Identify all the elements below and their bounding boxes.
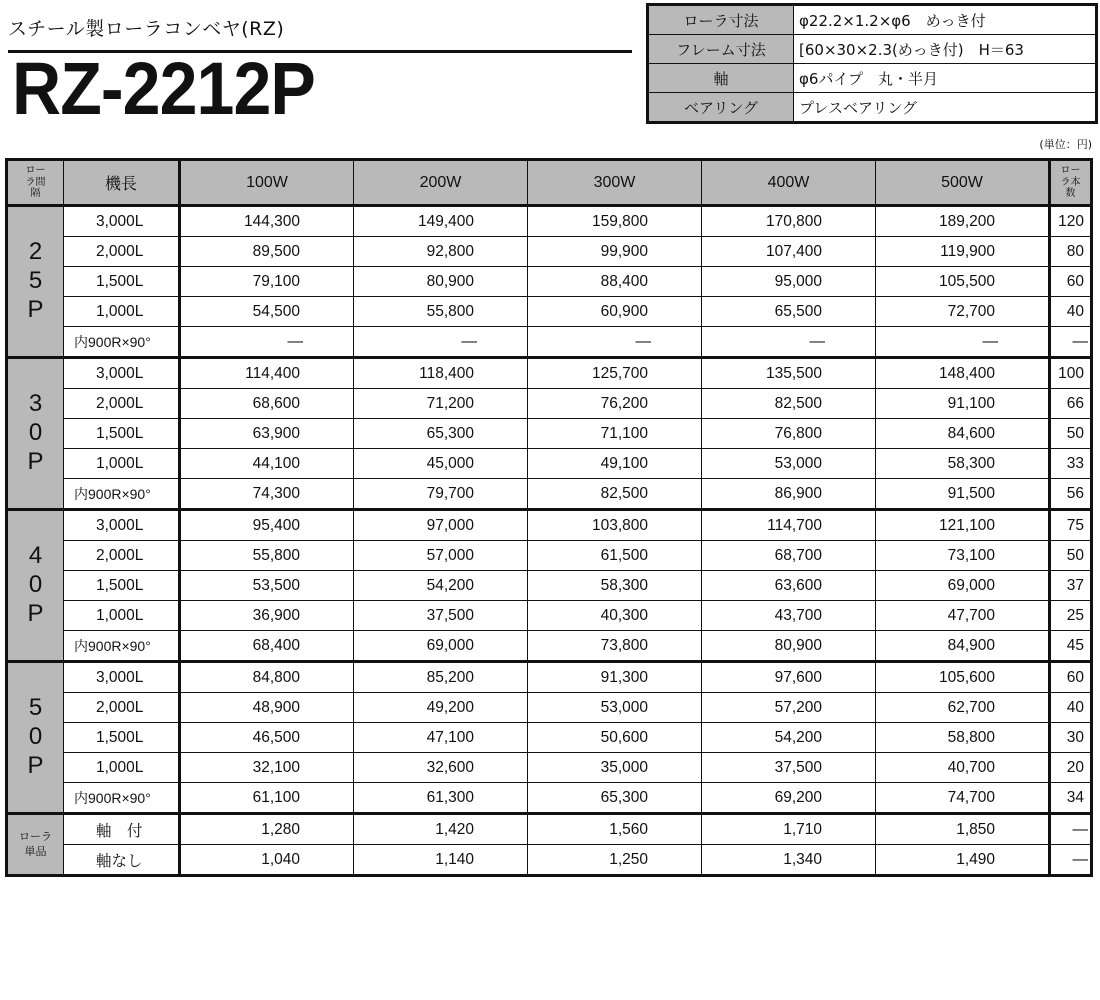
pitch-cell <box>7 358 64 510</box>
price-cell: 55,800 <box>180 541 354 571</box>
price-cell: — <box>528 327 702 358</box>
price-cell: 1,420 <box>354 814 528 845</box>
table-header-row <box>7 160 1092 206</box>
price-cell: 95,000 <box>702 267 876 297</box>
table-row <box>7 753 1092 783</box>
pitch-label: 50P <box>27 694 44 779</box>
price-cell: 1,280 <box>180 814 354 845</box>
roller-single-label: ローラ単品 <box>19 830 52 858</box>
length-cell: 3,000L <box>64 510 180 541</box>
price-cell: 53,000 <box>702 449 876 479</box>
price-cell: 40,700 <box>876 753 1050 783</box>
table-row <box>7 327 1092 358</box>
length-cell: 2,000L <box>64 541 180 571</box>
roller-type-cell: 軸 付 <box>64 814 180 845</box>
price-cell: 89,500 <box>180 237 354 267</box>
price-cell: 72,700 <box>876 297 1050 327</box>
price-cell: 1,340 <box>702 845 876 876</box>
spec-row <box>648 35 1097 64</box>
price-cell: 69,000 <box>354 631 528 662</box>
roller-count-cell: — <box>1050 327 1092 358</box>
pitch-group <box>7 206 1092 358</box>
price-cell: 80,900 <box>354 267 528 297</box>
price-cell: 105,600 <box>876 662 1050 693</box>
price-cell: 55,800 <box>354 297 528 327</box>
price-cell: 60,900 <box>528 297 702 327</box>
price-cell: 49,100 <box>528 449 702 479</box>
price-cell: 114,700 <box>702 510 876 541</box>
table-row <box>7 358 1092 389</box>
length-cell: 2,000L <box>64 693 180 723</box>
pitch-group <box>7 358 1092 510</box>
roller-count-cell: 30 <box>1050 723 1092 753</box>
price-cell: 80,900 <box>702 631 876 662</box>
price-cell: 58,300 <box>528 571 702 601</box>
table-row <box>7 814 1092 845</box>
price-cell: 97,000 <box>354 510 528 541</box>
price-cell: 74,700 <box>876 783 1050 814</box>
length-cell: 3,000L <box>64 662 180 693</box>
price-cell: 118,400 <box>354 358 528 389</box>
length-cell: 1,000L <box>64 753 180 783</box>
price-cell: 36,900 <box>180 601 354 631</box>
roller-count-cell: 20 <box>1050 753 1092 783</box>
header-count-label: ローラ本数 <box>1060 165 1081 200</box>
table-row <box>7 783 1092 814</box>
price-cell: 91,100 <box>876 389 1050 419</box>
price-cell: 58,800 <box>876 723 1050 753</box>
pitch-label: 30P <box>27 390 44 475</box>
price-cell: 1,250 <box>528 845 702 876</box>
roller-count-cell: 60 <box>1050 267 1092 297</box>
price-cell: 170,800 <box>702 206 876 237</box>
price-cell: 63,600 <box>702 571 876 601</box>
table-row <box>7 693 1092 723</box>
length-cell: 1,500L <box>64 571 180 601</box>
spec-key: ベアリング <box>648 93 794 123</box>
price-cell: 32,100 <box>180 753 354 783</box>
price-cell: 82,500 <box>528 479 702 510</box>
price-cell: 49,200 <box>354 693 528 723</box>
roller-count-cell: 60 <box>1050 662 1092 693</box>
roller-count-cell: 50 <box>1050 419 1092 449</box>
price-cell: 47,100 <box>354 723 528 753</box>
header-pitch-label: ローラ間隔 <box>25 165 46 200</box>
price-cell: 47,700 <box>876 601 1050 631</box>
price-cell: 48,900 <box>180 693 354 723</box>
price-cell: 65,300 <box>528 783 702 814</box>
price-cell: 149,400 <box>354 206 528 237</box>
price-cell: 63,900 <box>180 419 354 449</box>
roller-count-cell: 66 <box>1050 389 1092 419</box>
unit-note: (単位：円) <box>1039 138 1092 151</box>
spec-key: ローラ寸法 <box>648 5 794 35</box>
table-row <box>7 297 1092 327</box>
length-cell: 内900R×90° <box>64 631 180 662</box>
spec-value: φ22.2×1.2×φ6 めっき付 <box>794 5 1097 35</box>
length-cell: 2,000L <box>64 237 180 267</box>
table-row <box>7 206 1092 237</box>
length-cell: 3,000L <box>64 358 180 389</box>
price-cell: 65,500 <box>702 297 876 327</box>
price-cell: 91,300 <box>528 662 702 693</box>
length-cell: 内900R×90° <box>64 479 180 510</box>
pitch-group <box>7 662 1092 814</box>
header-width: 500W <box>876 160 1050 206</box>
price-cell: 95,400 <box>180 510 354 541</box>
price-cell: 69,000 <box>876 571 1050 601</box>
price-cell: 58,300 <box>876 449 1050 479</box>
table-row <box>7 510 1092 541</box>
roller-count-cell: 40 <box>1050 693 1092 723</box>
length-cell: 1,000L <box>64 449 180 479</box>
price-cell: 76,200 <box>528 389 702 419</box>
table-row <box>7 723 1092 753</box>
table-row <box>7 662 1092 693</box>
table-row <box>7 541 1092 571</box>
price-cell: 1,710 <box>702 814 876 845</box>
roller-count-cell: 75 <box>1050 510 1092 541</box>
price-cell: 73,800 <box>528 631 702 662</box>
spec-row <box>648 5 1097 35</box>
model-number: RZ-2212P <box>12 47 315 130</box>
length-cell: 1,500L <box>64 267 180 297</box>
pitch-label: 40P <box>27 542 44 627</box>
price-cell: 82,500 <box>702 389 876 419</box>
length-cell: 1,000L <box>64 601 180 631</box>
price-cell: — <box>876 327 1050 358</box>
price-cell: 73,100 <box>876 541 1050 571</box>
price-cell: 32,600 <box>354 753 528 783</box>
length-cell: 内900R×90° <box>64 783 180 814</box>
price-cell: 86,900 <box>702 479 876 510</box>
price-cell: 97,600 <box>702 662 876 693</box>
price-cell: 65,300 <box>354 419 528 449</box>
price-cell: 40,300 <box>528 601 702 631</box>
price-cell: 57,000 <box>354 541 528 571</box>
price-cell: 71,100 <box>528 419 702 449</box>
price-cell: 84,900 <box>876 631 1050 662</box>
price-cell: 159,800 <box>528 206 702 237</box>
roller-count-cell: — <box>1050 814 1092 845</box>
price-cell: 61,300 <box>354 783 528 814</box>
price-cell: 85,200 <box>354 662 528 693</box>
spec-row <box>648 93 1097 123</box>
roller-count-cell: 45 <box>1050 631 1092 662</box>
price-cell: — <box>702 327 876 358</box>
table-row <box>7 449 1092 479</box>
price-table <box>5 158 1093 877</box>
header-width: 100W <box>180 160 354 206</box>
price-cell: 46,500 <box>180 723 354 753</box>
spec-value: [60×30×2.3(めっき付) H＝63 <box>794 35 1097 64</box>
price-cell: 105,500 <box>876 267 1050 297</box>
length-cell: 内900R×90° <box>64 327 180 358</box>
roller-count-cell: — <box>1050 845 1092 876</box>
price-cell: 121,100 <box>876 510 1050 541</box>
pitch-group <box>7 510 1092 662</box>
length-cell: 1,500L <box>64 723 180 753</box>
product-subtitle: スチール製ローラコンベヤ(RZ) <box>8 18 285 40</box>
price-cell: — <box>354 327 528 358</box>
price-cell: 54,500 <box>180 297 354 327</box>
price-cell: 84,800 <box>180 662 354 693</box>
price-cell: 1,560 <box>528 814 702 845</box>
price-cell: 125,700 <box>528 358 702 389</box>
table-row <box>7 419 1092 449</box>
price-cell: 45,000 <box>354 449 528 479</box>
price-cell: 99,900 <box>528 237 702 267</box>
spec-key: 軸 <box>648 64 794 93</box>
table-row <box>7 389 1092 419</box>
price-cell: 84,600 <box>876 419 1050 449</box>
pitch-label: 25P <box>27 238 44 323</box>
price-cell: 92,800 <box>354 237 528 267</box>
price-cell: 53,000 <box>528 693 702 723</box>
roller-single-cell <box>7 814 64 876</box>
price-cell: — <box>180 327 354 358</box>
length-cell: 3,000L <box>64 206 180 237</box>
table-row <box>7 267 1092 297</box>
price-cell: 79,100 <box>180 267 354 297</box>
price-cell: 119,900 <box>876 237 1050 267</box>
pitch-cell <box>7 662 64 814</box>
price-cell: 68,400 <box>180 631 354 662</box>
table-row <box>7 845 1092 876</box>
price-cell: 44,100 <box>180 449 354 479</box>
price-cell: 1,040 <box>180 845 354 876</box>
price-cell: 76,800 <box>702 419 876 449</box>
header-width: 400W <box>702 160 876 206</box>
length-cell: 1,000L <box>64 297 180 327</box>
price-cell: 61,100 <box>180 783 354 814</box>
roller-count-cell: 80 <box>1050 237 1092 267</box>
roller-count-cell: 120 <box>1050 206 1092 237</box>
price-cell: 71,200 <box>354 389 528 419</box>
price-cell: 68,600 <box>180 389 354 419</box>
roller-count-cell: 56 <box>1050 479 1092 510</box>
pitch-cell <box>7 510 64 662</box>
table-row <box>7 631 1092 662</box>
price-cell: 61,500 <box>528 541 702 571</box>
price-cell: 68,700 <box>702 541 876 571</box>
price-cell: 88,400 <box>528 267 702 297</box>
price-cell: 91,500 <box>876 479 1050 510</box>
price-cell: 54,200 <box>702 723 876 753</box>
roller-type-cell: 軸なし <box>64 845 180 876</box>
price-cell: 148,400 <box>876 358 1050 389</box>
table-row <box>7 571 1092 601</box>
roller-count-cell: 37 <box>1050 571 1092 601</box>
header-length: 機長 <box>64 160 180 206</box>
header-width: 200W <box>354 160 528 206</box>
header-count <box>1050 160 1092 206</box>
roller-count-cell: 50 <box>1050 541 1092 571</box>
spec-value: φ6パイプ 丸・半月 <box>794 64 1097 93</box>
table-row <box>7 479 1092 510</box>
length-cell: 2,000L <box>64 389 180 419</box>
price-cell: 43,700 <box>702 601 876 631</box>
spec-table <box>646 3 1098 124</box>
pitch-cell <box>7 206 64 358</box>
roller-count-cell: 33 <box>1050 449 1092 479</box>
roller-count-cell: 34 <box>1050 783 1092 814</box>
length-cell: 1,500L <box>64 419 180 449</box>
price-cell: 79,700 <box>354 479 528 510</box>
price-cell: 144,300 <box>180 206 354 237</box>
header-pitch <box>7 160 64 206</box>
spec-row <box>648 64 1097 93</box>
price-cell: 189,200 <box>876 206 1050 237</box>
header-width: 300W <box>528 160 702 206</box>
roller-count-cell: 40 <box>1050 297 1092 327</box>
roller-count-cell: 100 <box>1050 358 1092 389</box>
spec-value: プレスベアリング <box>794 93 1097 123</box>
roller-count-cell: 25 <box>1050 601 1092 631</box>
price-cell: 37,500 <box>702 753 876 783</box>
price-cell: 50,600 <box>528 723 702 753</box>
price-cell: 69,200 <box>702 783 876 814</box>
price-cell: 103,800 <box>528 510 702 541</box>
price-cell: 135,500 <box>702 358 876 389</box>
price-cell: 37,500 <box>354 601 528 631</box>
price-cell: 107,400 <box>702 237 876 267</box>
table-row <box>7 601 1092 631</box>
price-cell: 1,140 <box>354 845 528 876</box>
roller-single-group <box>7 814 1092 876</box>
price-cell: 114,400 <box>180 358 354 389</box>
price-cell: 35,000 <box>528 753 702 783</box>
spec-key: フレーム寸法 <box>648 35 794 64</box>
table-row <box>7 237 1092 267</box>
price-cell: 1,850 <box>876 814 1050 845</box>
price-cell: 74,300 <box>180 479 354 510</box>
price-cell: 54,200 <box>354 571 528 601</box>
price-cell: 62,700 <box>876 693 1050 723</box>
price-cell: 1,490 <box>876 845 1050 876</box>
price-cell: 57,200 <box>702 693 876 723</box>
price-cell: 53,500 <box>180 571 354 601</box>
